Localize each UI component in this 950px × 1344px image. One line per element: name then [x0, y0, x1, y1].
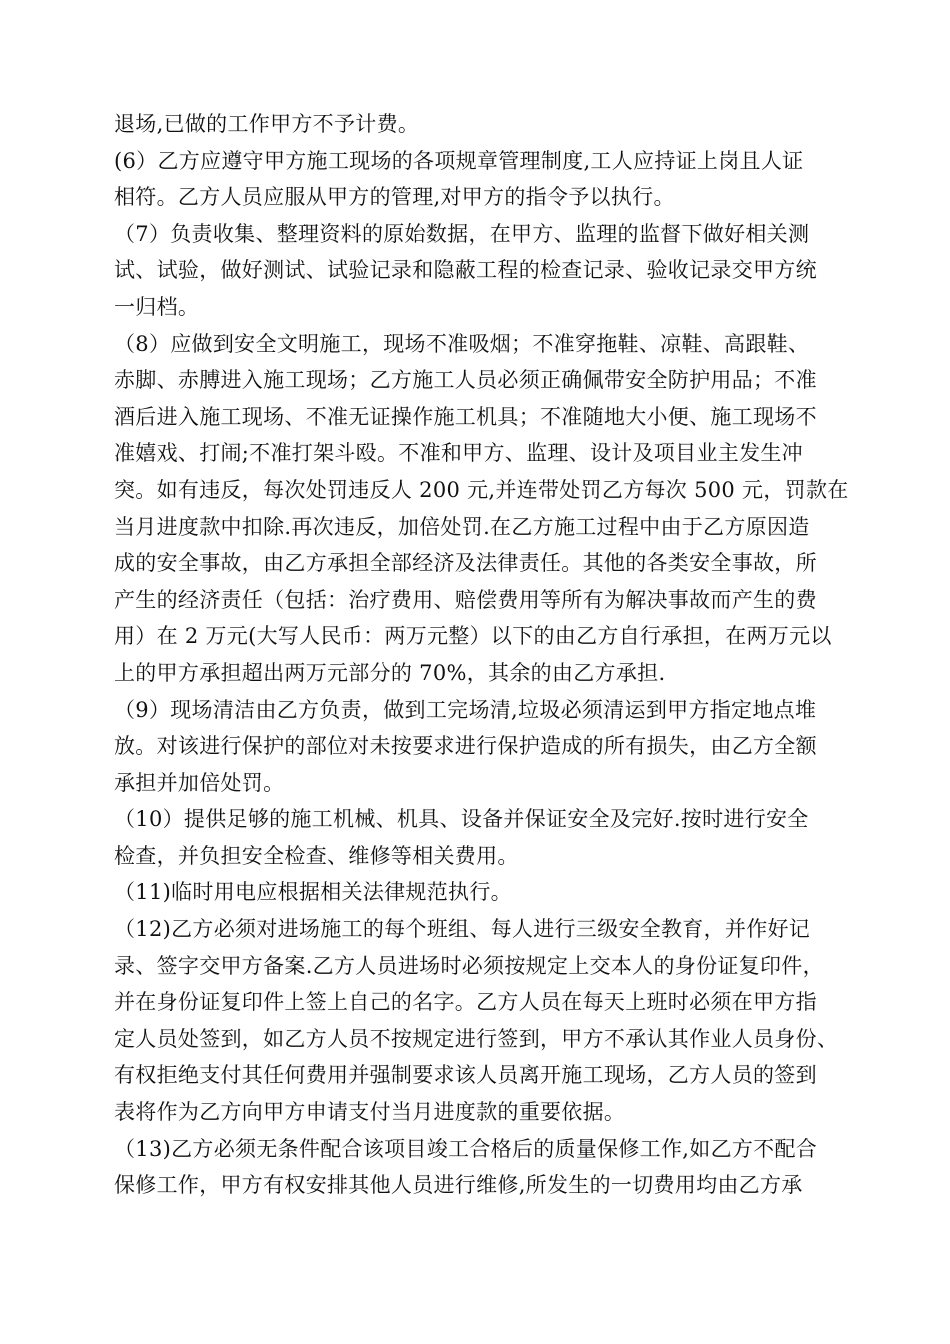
text-line: 退场,已做的工作甲方不予计费。 — [114, 112, 420, 136]
text-line: (6）乙方应遵守甲方施工现场的各项规章管理制度,工人应持证上岗且人证 — [114, 148, 804, 173]
text-line: （9）现场清洁由乙方负责，做到工完场清,垃圾必须清运到甲方指定地点堆 — [114, 697, 817, 722]
text-line: 一归档。 — [114, 294, 200, 319]
text-line: （11)临时用电应根据相关法律规范执行。 — [114, 880, 512, 905]
text-line: 用）在 2 万元(大写人民币：两万元整）以下的由乙方自行承担，在两万元以 — [114, 624, 832, 649]
text-line: 相符。乙方人员应服从甲方的管理,对甲方的指令予以执行。 — [114, 185, 675, 210]
text-line: 准嬉戏、打闹;不准打架斗殴。不准和甲方、监理、设计及项目业主发生冲 — [114, 441, 803, 466]
text-line: 突。如有违反，每次处罚违反人 200 元,并连带处罚乙方每次 500 元，罚款在 — [114, 477, 849, 502]
text-line: （8）应做到安全文明施工，现场不准吸烟；不准穿拖鞋、凉鞋、高跟鞋、 — [114, 331, 810, 356]
contract-text-body — [114, 106, 874, 1204]
text-line: 表将作为乙方向甲方申请支付当月进度款的重要依据。 — [114, 1100, 626, 1125]
text-line: 定人员处签到，如乙方人员不按规定进行签到，甲方不承认其作业人员身份、 — [114, 1026, 839, 1051]
text-line: 放。对该进行保护的部位对未按要求进行保护造成的所有损失，由乙方全额 — [114, 734, 817, 759]
text-line: 有权拒绝支付其任何费用并强制要求该人员离开施工现场，乙方人员的签到 — [114, 1063, 817, 1088]
text-line: 赤脚、赤膊进入施工现场；乙方施工人员必须正确佩带安全防护用品；不准 — [114, 368, 817, 393]
text-line: （13)乙方必须无条件配合该项目竣工合格后的质量保修工作,如乙方不配合 — [114, 1136, 818, 1161]
text-line: （7）负责收集、整理资料的原始数据，在甲方、监理的监督下做好相关测 — [114, 221, 810, 246]
text-line: 检查，并负担安全检查、维修等相关费用。 — [114, 843, 519, 868]
text-line: 保修工作，甲方有权安排其他人员进行维修,所发生的一切费用均由乙方承 — [114, 1173, 803, 1198]
text-line: 酒后进入施工现场、不准无证操作施工机具；不准随地大小便、施工现场不 — [114, 404, 817, 429]
text-line: （10）提供足够的施工机械、机具、设备并保证安全及完好.按时进行安全 — [114, 807, 809, 832]
text-line: 承担并加倍处罚。 — [114, 770, 285, 795]
text-line: 试、试验，做好测试、试验记录和隐蔽工程的检查记录、验收记录交甲方统 — [114, 258, 817, 283]
text-line: 成的安全事故，由乙方承担全部经济及法律责任。其他的各类安全事故，所 — [114, 551, 817, 576]
text-line: 当月进度款中扣除.再次违反，加倍处罚.在乙方施工过程中由于乙方原因造 — [114, 514, 810, 539]
text-line: 产生的经济责任（包括：治疗费用、赔偿费用等所有为解决事故而产生的费 — [114, 587, 817, 612]
text-line: 并在身份证复印件上签上自己的名字。乙方人员在每天上班时必须在甲方指 — [114, 990, 817, 1015]
text-line: （12)乙方必须对进场施工的每个班组、每人进行三级安全教育，并作好记 — [114, 917, 811, 942]
text-line: 录、签字交甲方备案.乙方人员进场时必须按规定上交本人的身份证复印件， — [114, 953, 824, 978]
text-line: 上的甲方承担超出两万元部分的 70%，其余的由乙方承担. — [114, 660, 666, 685]
